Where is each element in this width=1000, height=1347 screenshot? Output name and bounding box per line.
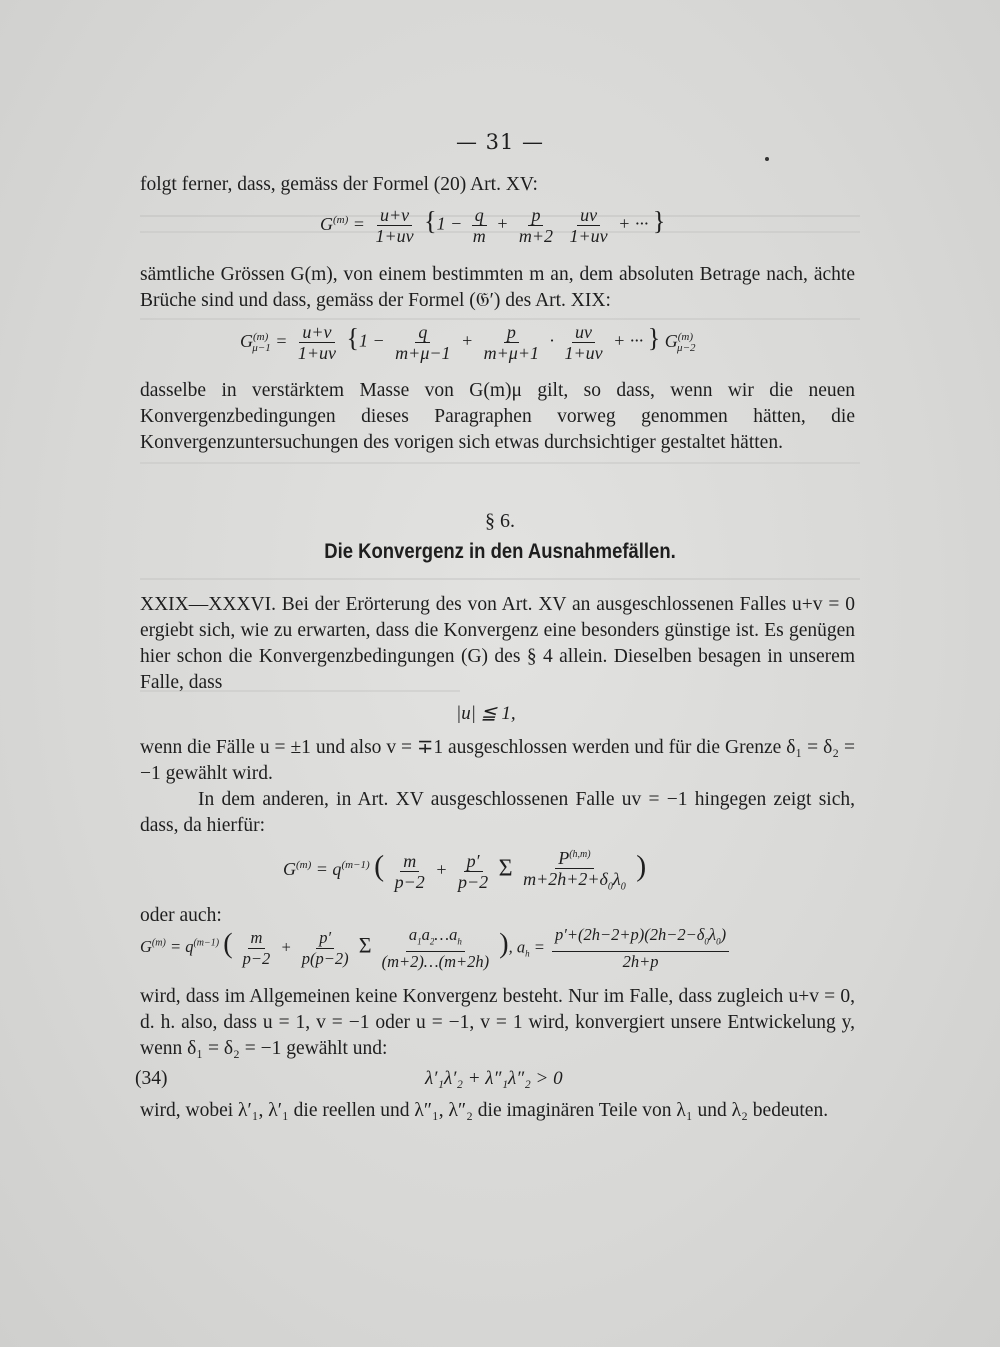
- equation-number: (34): [135, 1068, 168, 1089]
- formula-1: $G^{(m)}$ = $\frac{u+v}{1+uv}$ {1 − $\frac{q}{m}$ + $\frac{p}{m+2}$ $\frac{uv}{1+uv}$ + ··· }: [320, 205, 666, 246]
- paragraph-text: In dem anderen, in Art. XV ausgeschlossenen Falle uv = −1 hingegen zeigt sich, dass, da hierfür:: [140, 789, 855, 836]
- formula-6: λ′₁λ′₂ + λ″₁λ″₂ > 0: [425, 1068, 563, 1089]
- formula-2: $G^{(m)}_{\mu-1}$ = $\frac{u+v}{1+uv}$ {1 − $\frac{q}{m+\mu-1}$ + $\frac{p}{m+\mu+1}$ · $\frac{uv}{1+uv}$ + ··· } $G^{(m)}_{\mu-2}$: [240, 322, 696, 363]
- page-number: — 31 —: [455, 130, 545, 154]
- paragraph: wird, dass im Allgemeinen keine Konvergenz besteht. Nur im Falle, dass zugleich u+v = 0, d. h. also, dass u = 1, v = −1 oder u = −1, v = 1 wird, konvergiert unsere Entwickelung y, wenn δ₁ = δ₂ = −1 gewählt und:: [140, 986, 855, 1059]
- formula-4: $G^{(m)} = q^{(m-1)}$ ( $\frac{m}{p-2}$ + $\frac{p'}{p-2}$ Σ $\frac{P^{(h,m)}}{m+2h+2+\delta_0\lambda_0}$ ): [283, 845, 646, 898]
- paragraph: dasselbe in verstärktem Masse von G(m)μ gilt, so dass, wenn wir die neuen Konvergenzbedingungen dieses Paragraphen vorweg genommen hätten, die Konvergenzuntersuchungen des vorigen sich etwas durchsichtiger gestaltet hätten.: [140, 380, 855, 453]
- paragraph: [140, 787, 855, 839]
- bleed-through: [140, 462, 860, 476]
- ink-speck: [765, 157, 769, 161]
- section-number: § 6.: [485, 510, 515, 532]
- formula-5: $G^{(m)} = q^{(m-1)}$ ( $\frac{m}{p-2}$ + $\frac{p'}{p(p-2)}$ Σ $\frac{a_1a_2\dots a_h}{(m+2)\dots(m+2h)}$ ), $a_h$ = $\frac{p'+(2h-2+p)(2h-2-\delta_0\lambda_0)}{2h+p}$: [140, 925, 732, 972]
- paragraph: folgt ferner, dass, gemäss der Formel (20) Art. XV:: [140, 174, 538, 195]
- bleed-through: [140, 578, 860, 592]
- paragraph: sämtliche Grössen G(m), von einem bestimmten m an, dem absoluten Betrage nach, ächte Brüche sind und dass, gemäss der Formel (𝔊′) des Art. XIX:: [140, 264, 855, 311]
- paragraph: XXIX—XXXVI. Bei der Erörterung des von Art. XV an ausgeschlossenen Falles u+v = 0 ergiebt sich, wie zu erwarten, dass die Konvergenz eine besonders günstige ist. Es genügen hier schon die Konvergenzbedingungen (G) des § 4 allein. Dieselben besagen in unserem Falle, dass: [140, 594, 855, 693]
- formula-3: |u| ≦ 1,: [456, 703, 516, 724]
- paragraph: oder auch:: [140, 905, 222, 926]
- paragraph: wenn die Fälle u = ±1 und also v = ∓1 ausgeschlossen werden und für die Grenze δ₁ = δ₂ = −1 gewählt wird.: [140, 737, 855, 784]
- section-title: Die Konvergenz in den Ausnahmefällen.: [324, 540, 676, 563]
- paragraph: wird, wobei λ′₁, λ′₁ die reellen und λ″₁, λ″₂ die imaginären Teile von λ₁ und λ₂ bedeuten.: [140, 1100, 829, 1121]
